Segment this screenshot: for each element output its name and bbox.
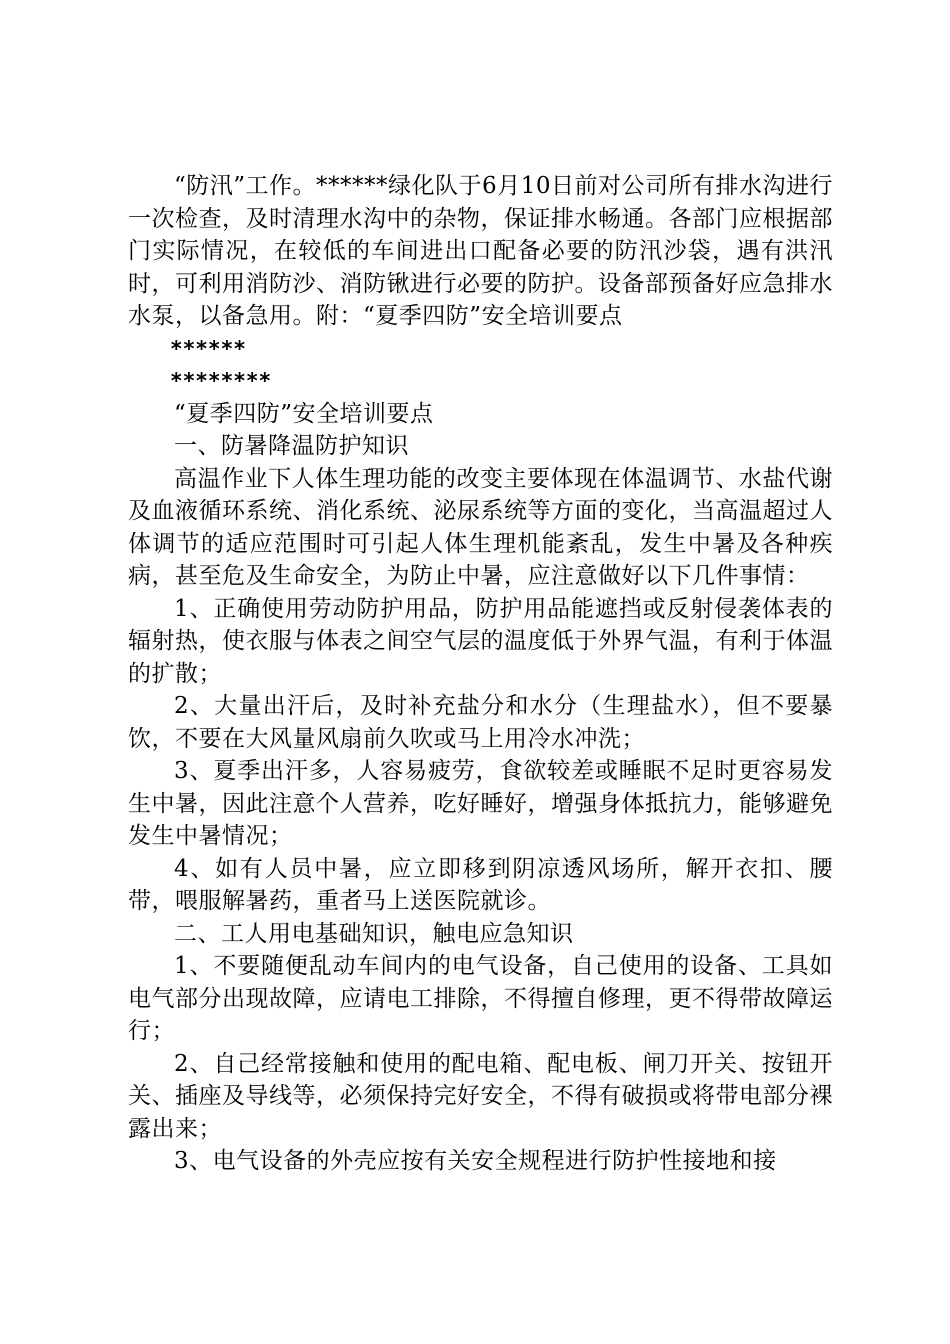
list-item-electric-2: 2、自己经常接触和使用的配电箱、配电板、闸刀开关、按钮开关、插座及导线等，必须保持完好安全，不得有破损或将带电部分裸露出来； <box>128 1050 833 1142</box>
heading-electrical-safety: 二、工人用电基础知识，触电应急知识 <box>174 920 574 947</box>
list-item-electric-3: 3、电气设备的外壳应按有关安全规程进行防护性接地和接 <box>174 1148 777 1174</box>
list-item-heat-4: 4、如有人员中暑，应立即移到阴凉透风场所，解开衣扣、腰带，喂服解暑药，重者马上送医院就诊。 <box>128 855 833 914</box>
paragraph-heat-physiology: 高温作业下人体生理功能的改变主要体现在体温调节、水盐代谢及血液循环系统、消化系统、泌尿系统等方面的变化，当高温超过人体调节的适应范围时可引起人体生理机能紊乱，发生中暑及各种疾病，甚至危及生命安全，为防止中暑，应注意做好以下几件事情： <box>128 465 833 589</box>
list-item-heat-1: 1、正确使用劳动防护用品，防护用品能遮挡或反射侵袭体表的辐射热，使衣服与体表之间空气层的温度低于外界气温，有利于体温的扩散； <box>128 595 833 687</box>
document-page <box>128 170 833 1178</box>
section-title-training-points: “夏季四防”安全培训要点 <box>174 400 434 427</box>
list-item-heat-3: 3、夏季出汗多，人容易疲劳，食欲较差或睡眠不足时更容易发生中暑，因此注意个人营养，吃好睡好，增强身体抵抗力，能够避免发生中暑情况； <box>128 758 833 849</box>
redacted-line-1: ****** <box>170 336 246 361</box>
list-item-heat-2: 2、大量出汗后，及时补充盐分和水分（生理盐水），但不要暴饮，不要在大风量风扇前久吹或马上用冷水冲洗； <box>128 693 833 752</box>
paragraph-flood-prevention: “防汛”工作。******绿化队于6月10日前对公司所有排水沟进行一次检查，及时清理水沟中的杂物，保证排水畅通。各部门应根据部门实际情况，在较低的车间进出口配备必要的防汛沙袋，遇有洪汛时，可利用消防沙、消防锹进行必要的防护。设备部预备好应急排水水泵，以备急用。附：“夏季四防”安全培训要点 <box>128 173 833 329</box>
redacted-line-2: ******** <box>170 369 272 393</box>
heading-heatstroke-prevention: 一、防暑降温防护知识 <box>174 433 409 459</box>
list-item-electric-1: 1、不要随便乱动车间内的电气设备，自己使用的设备、工具如电气部分出现故障，应请电工排除，不得擅自修理，更不得带故障运行； <box>128 953 833 1044</box>
